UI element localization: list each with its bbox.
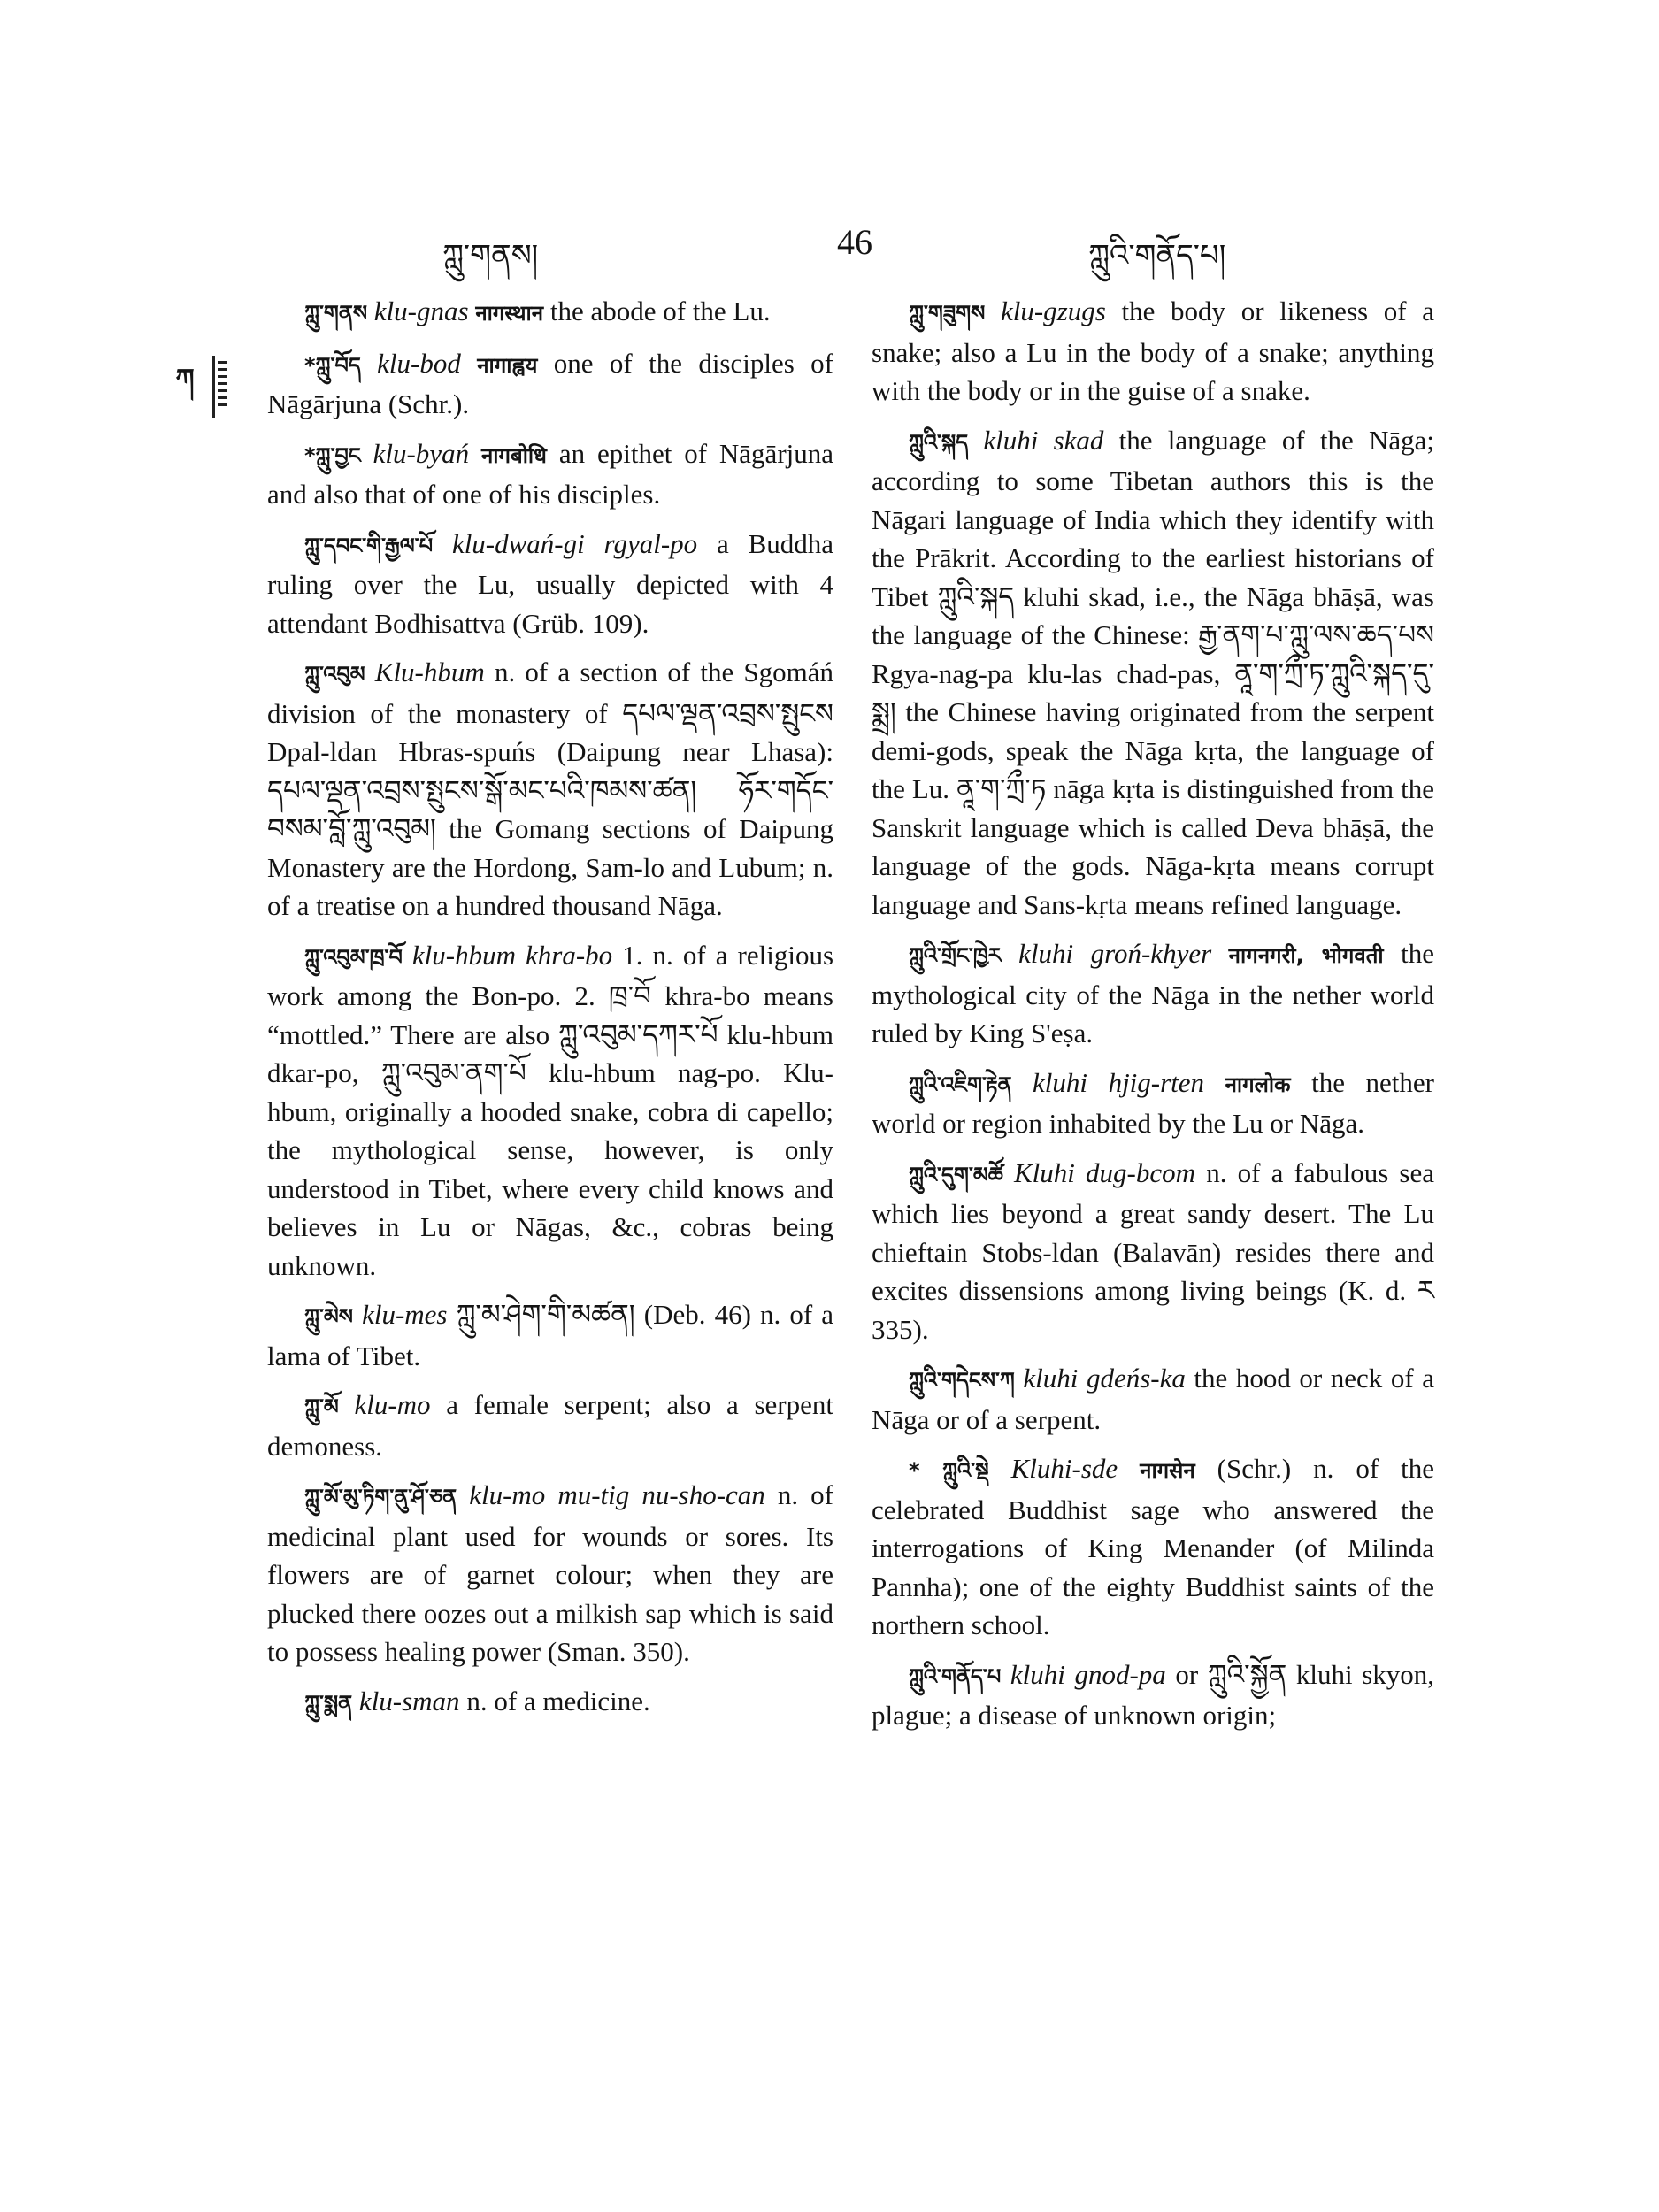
dictionary-entry xyxy=(872,1359,1434,1439)
headword-tibetan: ཀླུ་འབུམ་ཁྲ་བོ xyxy=(304,944,403,970)
headword-tibetan: ཀླུ་གཟུགས xyxy=(909,301,986,326)
entry-definition: an epithet of Nāgārjuna and also that of one of his disciples. xyxy=(267,437,834,510)
dictionary-entry xyxy=(267,1476,833,1671)
headword-transliteration: kluhi groń-khyer xyxy=(1018,938,1212,969)
dictionary-entry xyxy=(267,1295,833,1375)
entry-definition: 1. n. of a religious work among the Bon-po. 2. ཁྲ་བོ khra-bo means “mottled.” There are also ཀླུ་འབུམ་དཀར་པོ klu-hbum dkar-po, ཀླུ་འབུམ་ནག་པོ klu-hbum nag-po. Klu-hbum, originally a hooded snake, cobra di capello; the mythological sense, however, is only understood in Tibet, where every child knows and believes in Lu or Nāgas, &c., cobras being unknown. xyxy=(267,939,834,1281)
dictionary-entry xyxy=(267,525,833,643)
entry-definition: a Buddha ruling over the Lu, usually depicted with 4 attendant Bodhisattva (Grüb. 109). xyxy=(267,527,834,639)
dictionary-entry xyxy=(872,1655,1434,1735)
right-column xyxy=(872,292,1434,1746)
entry-definition: n. of medicinal plant used for wounds or sores. Its flowers are of garnet colour; when they are plucked there oozes out a milkish sap which is said to possess healing power (Sman. 350). xyxy=(267,1479,834,1667)
headword-tibetan: *ཀླུ་བོད xyxy=(304,352,361,378)
headword-transliteration: klu-mes xyxy=(362,1299,448,1330)
entry-definition: or ཀླུའི་སྐྱོན kluhi skyon, plague; a disease of unknown origin; xyxy=(872,1658,1434,1731)
dictionary-entry xyxy=(872,421,1434,925)
headword-transliteration: klu-sman xyxy=(358,1685,460,1717)
headword-tibetan: ཀླུའི་འཇིག་རྟེན xyxy=(909,1071,1012,1097)
headword-transliteration: klu-gzugs xyxy=(1000,296,1106,326)
headword-tibetan: * ཀླུའི་སྡེ xyxy=(909,1458,989,1483)
entry-definition: a female serpent; also a serpent demoness. xyxy=(267,1389,834,1462)
headword-tibetan: ཀླུའི་གྲོང་ཁྱེར xyxy=(909,943,1002,968)
headword-transliteration: kluhi gdeńs-ka xyxy=(1023,1363,1186,1394)
entry-definition: the mythological city of the Nāga in the nether world ruled by King S'eṣa. xyxy=(872,938,1434,1048)
sanskrit-equivalent: नागसेन xyxy=(1140,1458,1195,1483)
headword-transliteration: Kluhi dug-bcom xyxy=(1014,1156,1196,1188)
entry-definition: the hood or neck of a Nāga or of a serpent. xyxy=(872,1363,1435,1435)
dictionary-entry xyxy=(267,292,833,334)
headword-transliteration: Klu-hbum xyxy=(374,657,485,687)
headword-tibetan: ཀླུ་མོ་མུ་ཏིག་ནུ་ཤོ་ཅན xyxy=(304,1485,457,1509)
headword-tibetan: ཀླུ་མེས xyxy=(304,1304,353,1329)
entry-definition: the language of the Nāga; according to some Tibetan authors this is the Nāgari language of India which they identify with the Prākrit. According to the earliest historians of Tibet ཀླུའི་སྐད kluhi skad, i.e., the Nāga bhāṣā, was the language of the Chinese: རྒྱ་ནག་པ་ཀླུ་ལས་ཆད་པས Rgya-nag-pa klu-las chad-pas, ནཱ་ག་ཀྲྀ་ཏ་ཀླུའི་སྐད་དུ་སྨྲ། the Chinese having originated from the serpent demi-gods, speak the Nāga kṛta, the language of the Lu. ནཱ་ག་ཀྲྀ་ཏ nāga kṛta is distinguished from the Sanskrit language which is called Deva bhāṣā, the language of the gods. Nāga-kṛta means corrupt language and Sans-kṛta means refined language. xyxy=(872,424,1435,920)
headword-transliteration: klu-hbum khra-bo xyxy=(411,939,613,971)
dictionary-entry xyxy=(872,1064,1434,1143)
headword-transliteration: klu-mo xyxy=(354,1389,431,1420)
entry-definition: n. of a medicine. xyxy=(466,1685,650,1717)
dictionary-entry xyxy=(267,653,833,926)
dictionary-entry xyxy=(267,1386,833,1465)
dictionary-entry xyxy=(872,1154,1434,1349)
left-column xyxy=(267,292,833,1733)
headword-tibetan: ཀླུ་སྨན xyxy=(304,1690,353,1716)
entry-definition: one of the disciples of Nāgārjuna (Schr.). xyxy=(267,347,834,419)
headword-tibetan: ཀླུའི་སྐད xyxy=(909,429,969,455)
dictionary-entry xyxy=(267,936,833,1286)
sanskrit-equivalent: नागस्थान xyxy=(475,301,544,326)
headword-transliteration: kluhi gnod-pa xyxy=(1010,1658,1166,1690)
page-number: 46 xyxy=(837,222,872,262)
running-head-left: ཀླུ་གནས། xyxy=(442,238,539,273)
headword-transliteration: Kluhi-sde xyxy=(1010,1453,1118,1484)
entry-definition: n. of a fabulous sea which lies beyond a great sandy desert. The Lu chieftain Stobs-ldan (Balavān) resides there and excites dissensions among living beings (K. d. ར 335). xyxy=(872,1156,1435,1345)
headword-transliteration: klu-bod xyxy=(377,347,461,379)
dictionary-entry xyxy=(872,292,1434,411)
headword-transliteration: kluhi hjig-rten xyxy=(1033,1066,1205,1098)
headword-tibetan: ཀླུའི་གནོད་པ xyxy=(909,1663,1002,1689)
headword-transliteration: klu-dwań-gi rgyal-po xyxy=(451,527,698,559)
sanskrit-equivalent: नागाह्वय xyxy=(477,352,538,378)
entry-definition: the nether world or region inhabited by the Lu or Nāga. xyxy=(872,1066,1434,1139)
headword-tibetan: ཀླུ་དབང་གི་རྒྱལ་པོ xyxy=(304,533,434,558)
dictionary-entry xyxy=(267,344,833,424)
headword-transliteration: kluhi skad xyxy=(983,424,1104,456)
headword-tibetan: ཀླུ་མོ xyxy=(304,1394,339,1419)
entry-definition: n. of a section of the Sgomáń division of the monastery of དཔལ་ལྡན་འབྲས་སྤུངས Dpal-ldan Hbras-spuńs (Daipung near Lhasa): དཔལ་ལྡན་འབྲས་སྤུངས་སྒོ་མང་པའི་ཁམས་ཚན། ཧོར་གདོང་བསམ་བློ་ཀླུ་འབུམ། the Gomang sections of Daipung Monastery are the Hordong, Sam-lo and Lubum; n. of a treatise on a hundred thousand Nāga. xyxy=(267,657,834,921)
headword-tibetan: ཀླུ་འབུམ xyxy=(304,662,365,687)
dictionary-entry xyxy=(872,934,1434,1053)
headword-tibetan: ཀླུའི་གདེངས་ཀ xyxy=(909,1368,1015,1393)
running-head-right: ཀླུའི་གནོད་པ། xyxy=(1088,238,1226,273)
sanskrit-equivalent: नागलोक xyxy=(1225,1071,1291,1097)
entry-definition: ཀླུ་མ་ཤེག་གི་མཚན། (Deb. 46) n. of a lama of Tibet. xyxy=(267,1299,833,1371)
sanskrit-equivalent: नागबोधि xyxy=(480,442,547,468)
headword-tibetan: ཀླུའི་དུག་མཚོ xyxy=(909,1162,1003,1187)
entry-definition: the abode of the Lu. xyxy=(549,296,771,326)
thumb-index-tab: ཀ xyxy=(157,356,215,418)
entry-definition: the body or likeness of a snake; also a Lu in the body of a snake; anything with the body or in the guise of a snake. xyxy=(872,296,1434,406)
dictionary-entry xyxy=(267,434,833,514)
dictionary-entry xyxy=(872,1449,1434,1645)
headword-transliteration: klu-byań xyxy=(373,437,470,469)
headword-tibetan: ཀླུ་གནས xyxy=(304,301,368,326)
headword-tibetan: *ཀླུ་བྱང xyxy=(304,442,361,468)
sanskrit-equivalent: नागनगरी, भोगवती xyxy=(1228,943,1384,968)
headword-transliteration: klu-mo mu-tig nu-sho-can xyxy=(469,1479,765,1510)
dictionary-entry xyxy=(267,1682,833,1724)
entry-definition: (Schr.) n. of the celebrated Buddhist sage who answered the interrogations of King Menander (of Milinda Pannha); one of the eighty Buddhist saints of the northern school. xyxy=(872,1453,1434,1640)
headword-transliteration: klu-gnas xyxy=(373,296,469,326)
